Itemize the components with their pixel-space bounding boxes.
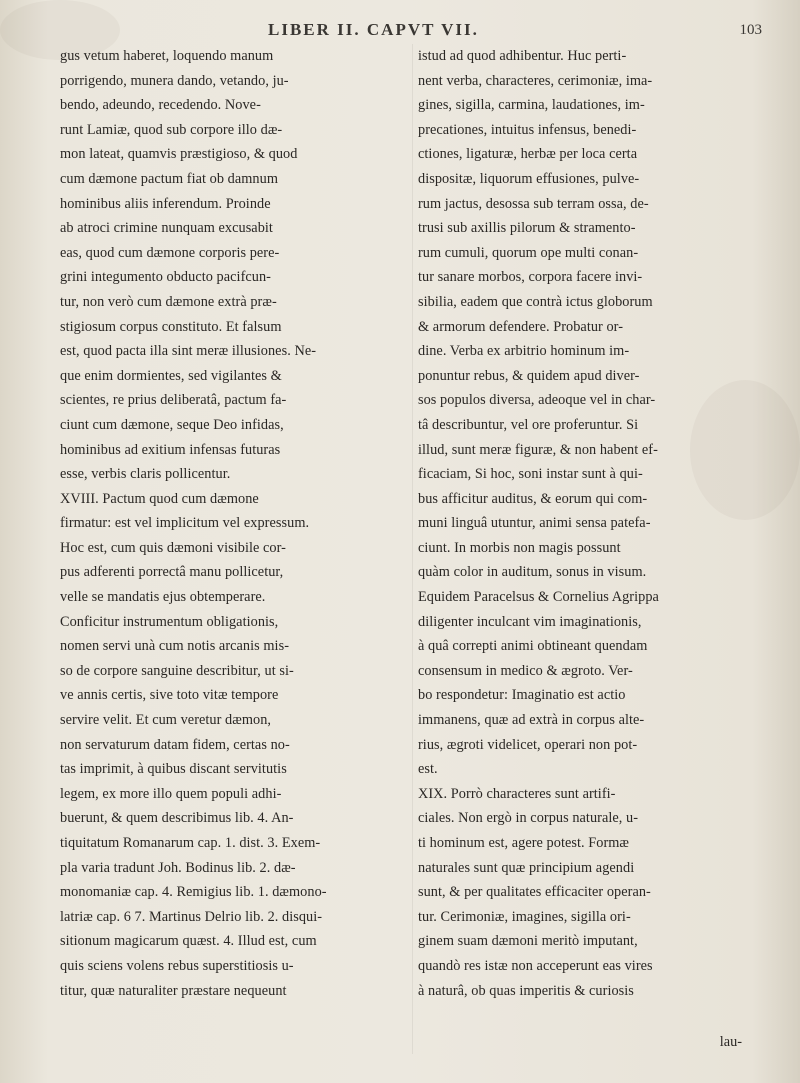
- text-line: & armorum defendere. Probatur or-: [418, 318, 624, 335]
- text-line: est, quod pacta illa sint meræ illusiones. Ne-: [60, 343, 317, 360]
- text-line: naturales sunt quæ principium agendi: [418, 859, 635, 876]
- text-line: à naturâ, ob quas imperitis & curiosis: [418, 982, 634, 999]
- text-line: latriæ cap. 6 7. Martinus Delrio lib. 2. disqui-: [60, 908, 323, 925]
- text-line: istud ad quod adhibentur. Huc perti-: [418, 48, 627, 64]
- text-line: gines, sigilla, carmina, laudationes, im-: [418, 97, 645, 114]
- text-line: rum cumuli, quorum ope multi conan-: [418, 244, 639, 261]
- text-line: bus afficitur auditus, & eorum qui com-: [418, 490, 648, 507]
- running-title: LIBER II. CAPVT VII.: [268, 20, 479, 39]
- catchword: lau-: [719, 1034, 742, 1050]
- text-line: monomaniæ cap. 4. Remigius lib. 1. dæmono-: [60, 884, 327, 901]
- text-line: titur, quæ naturaliter præstare nequeunt: [60, 982, 287, 999]
- text-line: trusi sub axillis pilorum & stramento-: [418, 220, 636, 237]
- text-columns: [60, 44, 760, 1054]
- text-line: cum dæmone pactum fiat ob damnum: [60, 170, 278, 187]
- text-line: runt Lamiæ, quod sub corpore illo dæ-: [60, 121, 283, 138]
- text-line: hominibus ad exitium infensas futuras: [60, 441, 281, 458]
- text-line: tur sanare morbos, corpora facere invi-: [418, 269, 643, 286]
- text-line: à quâ correpti animi obtineant quendam: [418, 638, 648, 655]
- text-line: velle se mandatis ejus obtemperare.: [60, 589, 266, 606]
- text-line: nent verba, characteres, cerimoniæ, ima-: [418, 72, 653, 89]
- text-line: tâ describuntur, vel ore proferuntur. Si: [418, 416, 639, 433]
- text-line: hominibus aliis inferendum. Proinde: [60, 195, 271, 212]
- page-header: [0, 14, 800, 48]
- text-line: porrigendo, munera dando, vetando, ju-: [60, 72, 289, 89]
- text-line: ficaciam, Si hoc, soni instar sunt à qui-: [418, 466, 643, 483]
- text-line: mon lateat, quamvis præstigioso, & quod: [60, 146, 298, 163]
- text-line: quàm color in auditum, sonus in visum.: [418, 564, 647, 581]
- text-line: sos populos diversa, adeoque vel in char-: [418, 392, 656, 409]
- text-line: nomen servi unà cum notis arcanis mis-: [60, 638, 290, 655]
- text-line: que enim dormientes, sed vigilantes &: [60, 367, 282, 384]
- text-line: precationes, intuitus infensus, benedi-: [418, 121, 637, 138]
- text-line: Hoc est, cum quis dæmoni visibile cor-: [60, 539, 286, 556]
- text-line: XIX. Porrò characteres sunt artifi-: [418, 785, 616, 802]
- text-line: rum jactus, desossa sub terram ossa, de-: [418, 195, 649, 212]
- text-line: est.: [418, 761, 438, 778]
- text-line: non servaturum datam fidem, certas no-: [60, 736, 290, 753]
- text-line: ctiones, ligaturæ, herbæ per loca certa: [418, 146, 638, 163]
- text-line: bo respondetur: Imaginatio est actio: [418, 687, 626, 704]
- text-line: immanens, quæ ad extrà in corpus alte-: [418, 712, 645, 729]
- text-line: rius, ægroti videlicet, operari non pot-: [418, 736, 638, 753]
- text-line: ve annis certis, sive toto vitæ tempore: [60, 687, 279, 704]
- text-line: dispositæ, liquorum effusiones, pulve-: [418, 170, 640, 187]
- text-line: grini integumento obducto pacifcun-: [60, 269, 271, 286]
- text-line: ponuntur rebus, & quidem apud diver-: [418, 367, 640, 384]
- column-gutter: [412, 44, 413, 1054]
- text-line: ciunt. In morbis non magis possunt: [418, 539, 621, 556]
- text-line: Conficitur instrumentum obligationis,: [60, 613, 279, 630]
- text-line: diligenter inculcant vim imaginationis,: [418, 613, 642, 630]
- text-line: sunt, & per qualitates efficaciter operan-: [418, 884, 651, 901]
- text-line: XVIII. Pactum quod cum dæmone: [60, 490, 259, 507]
- text-line: buerunt, & quem describimus lib. 4. An-: [60, 810, 294, 827]
- text-line: quis sciens volens rebus superstitiosis u-: [60, 957, 294, 974]
- text-line: gus vetum haberet, loquendo manum: [60, 48, 274, 64]
- text-line: pla varia tradunt Joh. Bodinus lib. 2. dæ-: [60, 859, 296, 876]
- text-line: consensum in medico & ægroto. Ver-: [418, 662, 633, 679]
- text-line: eas, quod cum dæmone corporis pere-: [60, 244, 280, 261]
- left-column: [60, 44, 405, 1003]
- text-line: legem, ex more illo quem populi adhi-: [60, 785, 282, 802]
- text-line: so de corpore sanguine describitur, ut si-: [60, 662, 294, 679]
- page-number: 103: [739, 22, 762, 38]
- text-line: ciunt cum dæmone, seque Deo infidas,: [60, 416, 284, 433]
- right-column: [418, 44, 763, 1003]
- text-line: tur, non verò cum dæmone extrà præ-: [60, 293, 277, 310]
- text-line: ti hominum est, agere potest. Formæ: [418, 835, 630, 851]
- text-line: stigiosum corpus constituto. Et falsum: [60, 318, 282, 335]
- text-line: muni linguâ utuntur, animi sensa patefa-: [418, 515, 651, 532]
- text-line: tas imprimit, à quibus discant servitutis: [60, 761, 287, 778]
- text-line: ab atroci crimine nunquam excusabit: [60, 220, 273, 237]
- text-line: firmatur: est vel implicitum vel expressum.: [60, 515, 310, 532]
- text-line: pus adferenti porrectâ manu pollicetur,: [60, 564, 284, 581]
- text-line: sitionum magicarum quæst. 4. Illud est, cum: [60, 933, 317, 950]
- text-line: bendo, adeundo, recedendo. Nove-: [60, 97, 261, 114]
- text-line: servire velit. Et cum veretur dæmon,: [60, 712, 272, 729]
- text-line: quandò res istæ non acceperunt eas vires: [418, 957, 653, 974]
- text-line: illud, sunt meræ figuræ, & non habent ef-: [418, 441, 658, 458]
- text-line: dine. Verba ex arbitrio hominum im-: [418, 343, 630, 360]
- text-line: sibilia, eadem que contrà ictus globorum: [418, 293, 653, 310]
- text-line: scientes, re prius deliberatâ, pactum fa-: [60, 392, 287, 409]
- text-line: esse, verbis claris pollicentur.: [60, 466, 231, 483]
- text-line: tur. Cerimoniæ, imagines, sigilla ori-: [418, 908, 631, 925]
- text-line: ciales. Non ergò in corpus naturale, u-: [418, 810, 639, 827]
- text-line: tiquitatum Romanarum cap. 1. dist. 3. Exem-: [60, 835, 321, 851]
- text-line: Equidem Paracelsus & Cornelius Agrippa: [418, 589, 659, 606]
- text-line: ginem suam dæmoni meritò imputant,: [418, 933, 638, 950]
